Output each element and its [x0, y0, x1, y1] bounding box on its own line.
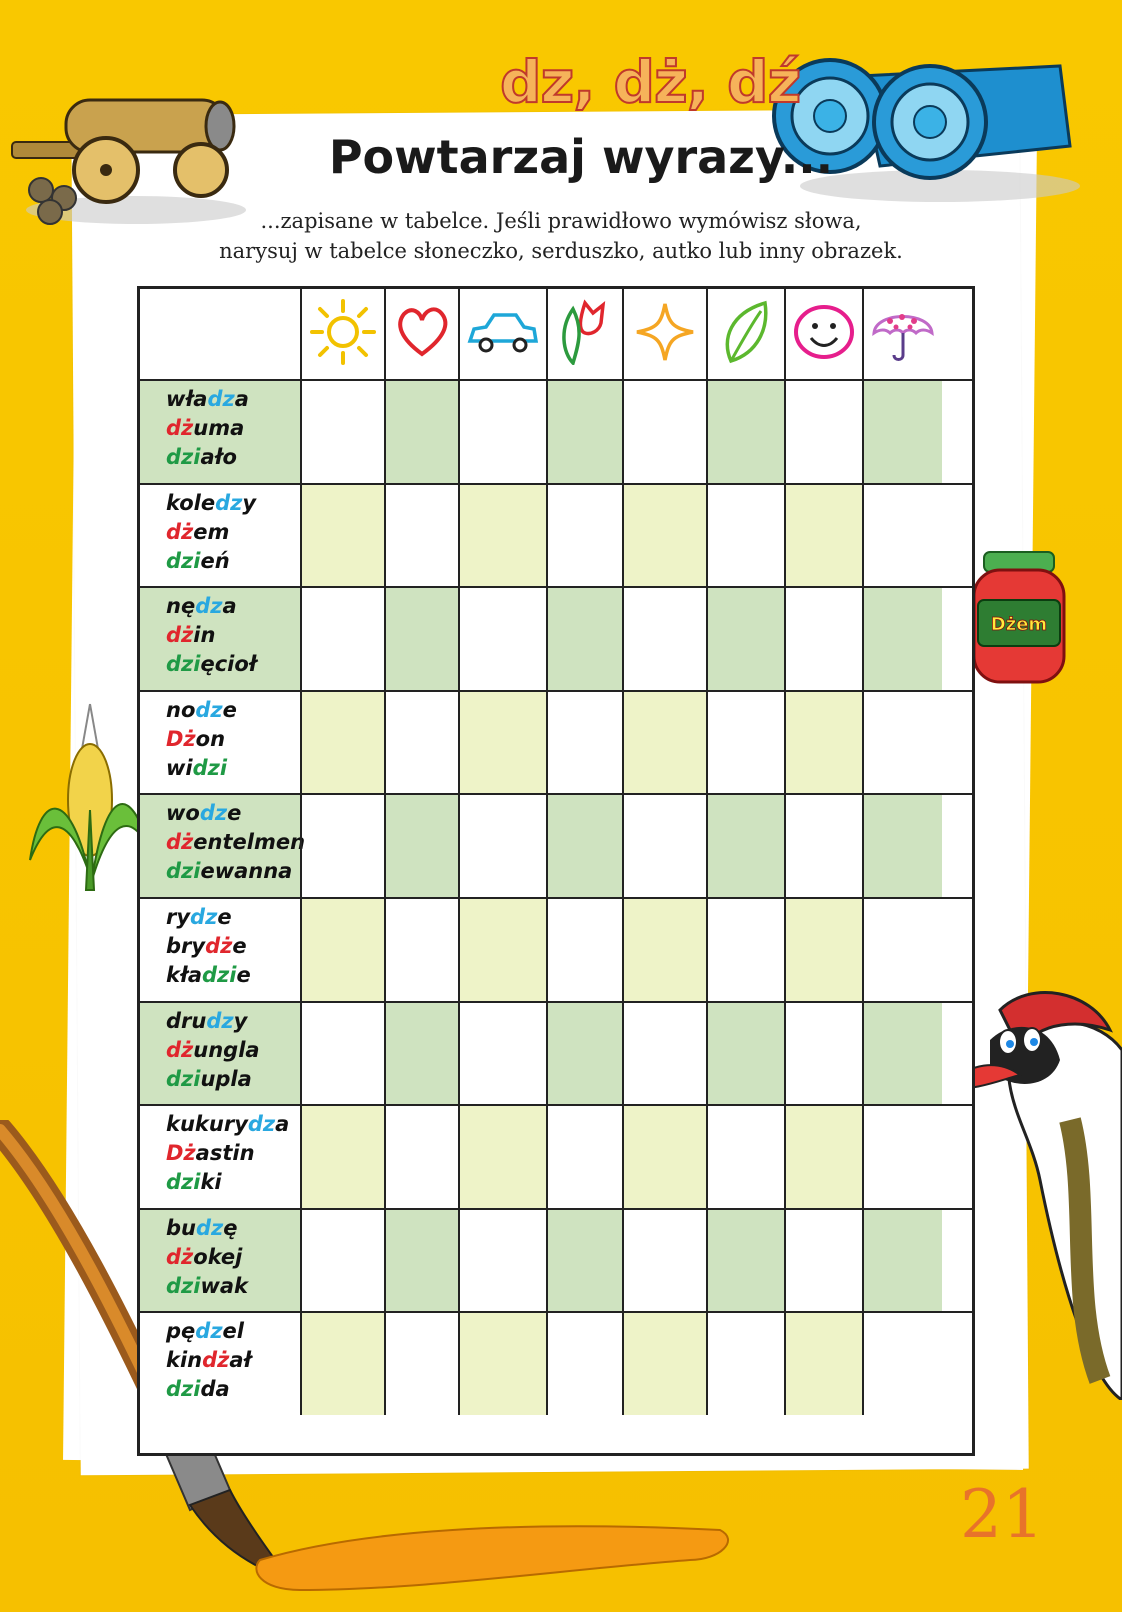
drawing-cell[interactable] — [622, 1313, 706, 1415]
header-icon-cell — [458, 289, 546, 379]
drawing-cell[interactable] — [458, 899, 546, 1001]
word-letter-group-green: dzi — [166, 1273, 201, 1298]
word-fragment: a — [222, 594, 237, 619]
word-fragment: e — [222, 697, 237, 722]
drawing-cell[interactable] — [546, 692, 622, 794]
word — [166, 385, 300, 414]
header-empty-cell — [140, 289, 300, 379]
table-row — [140, 897, 972, 1001]
word — [166, 932, 300, 961]
drawing-cell[interactable] — [458, 381, 546, 483]
word — [166, 1317, 300, 1346]
word-list-cell — [140, 899, 300, 1001]
word-letter-group-blue: dz — [247, 1112, 276, 1137]
word-letter-group-red: dż — [166, 1037, 194, 1062]
drawing-cell[interactable] — [546, 899, 622, 1001]
drawing-cell[interactable] — [384, 588, 458, 690]
pronunciation-table — [137, 286, 975, 1456]
word-fragment: wak — [200, 1273, 248, 1298]
word-letter-group-green: dzi — [192, 755, 228, 780]
drawing-cell[interactable] — [384, 381, 458, 483]
drawing-cell[interactable] — [784, 692, 862, 794]
drawing-cell[interactable] — [706, 1003, 784, 1105]
drawing-cell[interactable] — [862, 1313, 942, 1415]
word-fragment: astin — [195, 1141, 255, 1166]
word-fragment: y — [233, 1008, 248, 1033]
drawing-cell[interactable] — [300, 485, 384, 587]
word-fragment: ry — [166, 905, 191, 929]
word-fragment: no — [166, 697, 196, 722]
word-letter-group-red: dż — [166, 519, 194, 544]
drawing-cell[interactable] — [546, 381, 622, 483]
drawing-cell[interactable] — [622, 795, 706, 897]
drawing-cell[interactable] — [706, 485, 784, 587]
sun-icon — [308, 297, 378, 371]
drawing-cell[interactable] — [784, 1003, 862, 1105]
drawing-cell[interactable] — [784, 588, 862, 690]
drawing-cell[interactable] — [384, 1003, 458, 1105]
drawing-cell[interactable] — [458, 1210, 546, 1312]
drawing-cell[interactable] — [784, 1210, 862, 1312]
word — [166, 1110, 300, 1139]
word — [166, 1346, 300, 1375]
table-row — [140, 586, 972, 690]
word-letter-group-red: Dż — [166, 726, 196, 751]
word-fragment: ewanna — [200, 859, 293, 884]
drawing-cell[interactable] — [300, 1003, 384, 1105]
word-fragment: kole — [166, 490, 216, 515]
drawing-cell[interactable] — [862, 1003, 942, 1105]
drawing-cell[interactable] — [622, 381, 706, 483]
drawing-cell[interactable] — [300, 692, 384, 794]
word — [166, 414, 300, 443]
word — [166, 857, 300, 886]
word — [166, 961, 300, 990]
drawing-cell[interactable] — [458, 1313, 546, 1415]
header-icon-cell — [384, 289, 458, 379]
word-letter-group-blue: dz — [207, 387, 235, 411]
table-row — [140, 793, 972, 897]
drawing-cell[interactable] — [384, 1210, 458, 1312]
drawing-cell[interactable] — [458, 485, 546, 587]
drawing-cell[interactable] — [784, 485, 862, 587]
word — [166, 489, 300, 518]
word-fragment: el — [222, 1319, 244, 1344]
word-list-cell — [140, 1313, 300, 1415]
drawing-cell[interactable] — [458, 588, 546, 690]
drawing-cell[interactable] — [784, 1313, 862, 1415]
table-row — [140, 690, 972, 794]
word-letter-group-green: dzi — [166, 445, 201, 469]
word-letter-group-green: dzi — [166, 548, 201, 573]
word — [166, 828, 306, 857]
word — [166, 903, 300, 932]
word-letter-group-green: dzi — [202, 963, 237, 987]
word-fragment: wła — [166, 387, 208, 411]
drawing-cell[interactable] — [622, 692, 706, 794]
header-icon-cell — [862, 289, 942, 379]
word-fragment: eń — [200, 548, 230, 573]
header-icon-cell — [784, 289, 862, 379]
drawing-cell[interactable] — [862, 381, 942, 483]
table-row — [140, 1208, 972, 1312]
drawing-cell[interactable] — [862, 1210, 942, 1312]
word — [166, 725, 300, 754]
drawing-cell[interactable] — [458, 692, 546, 794]
drawing-cell[interactable] — [384, 899, 458, 1001]
word-list-cell — [140, 692, 300, 794]
drawing-cell[interactable] — [384, 795, 458, 897]
drawing-cell[interactable] — [622, 588, 706, 690]
word-fragment: ał — [229, 1348, 252, 1373]
drawing-cell[interactable] — [546, 1313, 622, 1415]
star-icon — [633, 300, 697, 368]
page-title-text: Powtarzaj wyrazy... — [328, 130, 834, 184]
drawing-cell[interactable] — [546, 1003, 622, 1105]
word-letter-group-blue: dz — [190, 905, 218, 929]
word-fragment: in — [193, 623, 216, 648]
drawing-cell[interactable] — [384, 1313, 458, 1415]
jam-jar-label: Dżem — [990, 614, 1048, 635]
word-letter-group-green: dzi — [166, 652, 201, 677]
drawing-cell[interactable] — [622, 1003, 706, 1105]
word — [166, 1007, 300, 1036]
word-letter-group-red: Dż — [166, 1141, 196, 1166]
word — [166, 592, 300, 621]
word-fragment: ę — [223, 1215, 238, 1240]
table-row — [140, 1104, 972, 1208]
word — [166, 1243, 300, 1272]
word-fragment: kła — [166, 963, 203, 987]
drawing-cell[interactable] — [458, 795, 546, 897]
word-fragment: ungla — [193, 1037, 260, 1062]
word — [166, 799, 300, 828]
drawing-cell[interactable] — [862, 1106, 942, 1208]
word-letter-group-blue: dz — [195, 1319, 223, 1344]
header-icon-cell — [300, 289, 384, 379]
header-icon-cell — [546, 289, 622, 379]
drawing-cell[interactable] — [706, 1210, 784, 1312]
instructions-line-1: ...zapisane w tabelce. Jeśli prawidłowo wymówisz słowa, — [260, 209, 862, 233]
drawing-cell[interactable] — [300, 899, 384, 1001]
drawing-cell[interactable] — [546, 485, 622, 587]
word-fragment: e — [217, 905, 232, 929]
word-list-cell — [140, 1210, 300, 1312]
word-fragment: ęcioł — [200, 652, 257, 677]
word-fragment: bry — [166, 934, 206, 958]
word — [166, 1036, 300, 1065]
drawing-cell[interactable] — [384, 485, 458, 587]
drawing-cell[interactable] — [784, 1106, 862, 1208]
drawing-cell[interactable] — [706, 1106, 784, 1208]
drawing-cell[interactable] — [784, 381, 862, 483]
word — [166, 443, 300, 472]
word-list-cell — [140, 381, 300, 483]
word-fragment: wi — [166, 755, 193, 780]
drawing-cell[interactable] — [706, 692, 784, 794]
table-row — [140, 1311, 972, 1415]
drawing-cell[interactable] — [546, 1106, 622, 1208]
page-number: 21 — [960, 1476, 1044, 1553]
word-letter-group-blue: dz — [215, 490, 243, 515]
word-letter-group-green: dzi — [166, 1066, 201, 1091]
word-fragment: kukury — [166, 1112, 248, 1137]
table-header-row — [140, 289, 972, 379]
umbrella-icon — [870, 299, 936, 369]
word-letter-group-red: dż — [205, 934, 233, 958]
word-letter-group-blue: dz — [199, 801, 228, 826]
drawing-cell[interactable] — [622, 485, 706, 587]
instructions — [0, 206, 1122, 266]
word-fragment: nę — [166, 594, 196, 619]
drawing-cell[interactable] — [384, 692, 458, 794]
word-fragment: ki — [200, 1170, 222, 1195]
drawing-cell[interactable] — [784, 899, 862, 1001]
word-letter-group-red: dż — [166, 416, 194, 440]
word-list-cell — [140, 1106, 300, 1208]
word — [166, 650, 300, 679]
word — [166, 1214, 300, 1243]
word-fragment: y — [242, 490, 257, 515]
drawing-cell[interactable] — [862, 588, 942, 690]
drawing-cell[interactable] — [300, 381, 384, 483]
word-fragment: uma — [193, 416, 245, 440]
word-letter-group-red: dż — [166, 623, 194, 648]
heart-icon — [392, 302, 452, 366]
drawing-cell[interactable] — [622, 899, 706, 1001]
page-title — [0, 130, 1122, 184]
word — [166, 696, 300, 725]
word — [166, 1065, 300, 1094]
word-fragment: e — [227, 801, 242, 826]
drawing-cell[interactable] — [862, 795, 942, 897]
drawing-cell[interactable] — [706, 899, 784, 1001]
jam-jar-icon — [970, 548, 1090, 698]
word-fragment: em — [193, 519, 230, 544]
drawing-cell[interactable] — [784, 795, 862, 897]
drawing-cell[interactable] — [706, 588, 784, 690]
drawing-cell[interactable] — [546, 588, 622, 690]
word — [166, 1168, 300, 1197]
word-fragment: okej — [193, 1244, 243, 1269]
drawing-cell[interactable] — [706, 795, 784, 897]
table-row — [140, 1001, 972, 1105]
word-fragment: da — [200, 1377, 230, 1402]
header-icon-cell — [622, 289, 706, 379]
word-fragment: kin — [166, 1348, 203, 1373]
word-fragment: e — [232, 934, 247, 958]
word-fragment: dru — [166, 1008, 207, 1033]
word-letter-group-blue: dz — [206, 1008, 234, 1033]
leaf-icon — [721, 299, 771, 369]
drawing-cell[interactable] — [458, 1106, 546, 1208]
drawing-cell[interactable] — [622, 1210, 706, 1312]
word — [166, 754, 300, 783]
drawing-cell[interactable] — [546, 1210, 622, 1312]
drawing-cell[interactable] — [622, 1106, 706, 1208]
drawing-cell[interactable] — [862, 485, 942, 587]
word-fragment: entelmen — [193, 830, 306, 855]
table-row — [140, 379, 972, 483]
word-list-cell — [140, 485, 300, 587]
word-fragment: on — [195, 726, 226, 751]
word-list-cell — [140, 588, 300, 690]
topic-heading: dz, dż, dź — [500, 48, 801, 116]
word-fragment: upla — [200, 1066, 252, 1091]
drawing-cell[interactable] — [384, 1106, 458, 1208]
word-letter-group-red: dż — [166, 830, 194, 855]
word-fragment: wo — [166, 801, 200, 826]
drawing-cell[interactable] — [300, 1106, 384, 1208]
smiley-icon — [791, 302, 857, 366]
drawing-cell[interactable] — [706, 1313, 784, 1415]
word-letter-group-green: dzi — [166, 1377, 201, 1402]
drawing-cell[interactable] — [300, 1210, 384, 1312]
word-list-cell — [140, 1003, 300, 1105]
word-letter-group-blue: dz — [195, 594, 223, 619]
word — [166, 1272, 300, 1301]
word — [166, 1375, 300, 1404]
drawing-cell[interactable] — [458, 1003, 546, 1105]
word-letter-group-green: dzi — [166, 859, 201, 884]
word-fragment: e — [236, 963, 251, 987]
word-fragment: a — [275, 1112, 290, 1137]
word-fragment: ało — [200, 445, 237, 469]
word-list-cell — [140, 795, 306, 897]
word — [166, 1139, 300, 1168]
drawing-cell[interactable] — [706, 381, 784, 483]
drawing-cell[interactable] — [300, 588, 384, 690]
car-icon — [466, 307, 540, 361]
word-fragment: pę — [166, 1319, 196, 1344]
drawing-cell[interactable] — [862, 899, 942, 1001]
tulip-icon — [555, 299, 615, 369]
drawing-cell[interactable] — [300, 795, 384, 897]
word-letter-group-green: dzi — [166, 1170, 201, 1195]
table-row — [140, 483, 972, 587]
word — [166, 547, 300, 576]
header-icon-cell — [706, 289, 784, 379]
word-fragment: a — [234, 387, 249, 411]
word-letter-group-red: dż — [202, 1348, 230, 1373]
drawing-cell[interactable] — [546, 795, 622, 897]
drawing-cell[interactable] — [300, 1313, 384, 1415]
word-fragment: bu — [166, 1215, 196, 1240]
word-letter-group-blue: dz — [195, 1215, 224, 1240]
drawing-cell[interactable] — [862, 692, 942, 794]
word-letter-group-red: dż — [166, 1244, 194, 1269]
word — [166, 621, 300, 650]
word — [166, 518, 300, 547]
word-letter-group-blue: dz — [195, 697, 223, 722]
instructions-line-2: narysuj w tabelce słoneczko, serduszko, autko lub inny obrazek. — [219, 239, 903, 263]
